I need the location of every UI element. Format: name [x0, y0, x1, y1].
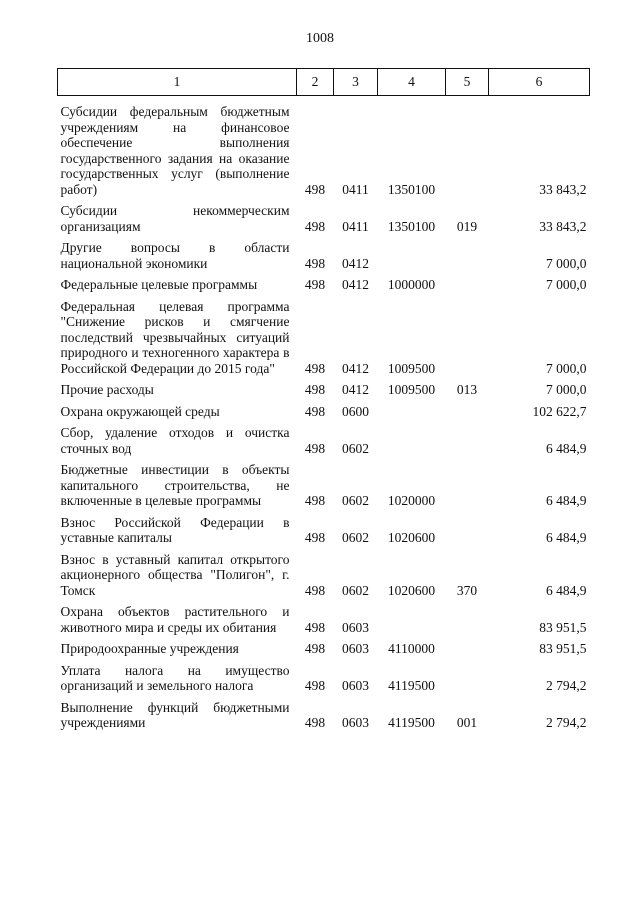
- target-article-code: 4110000: [388, 641, 435, 656]
- table-row: [58, 515, 590, 552]
- row-name: Природоохранные учреждения: [60, 641, 239, 656]
- amount: 102 622,7: [532, 403, 587, 419]
- table-row: [58, 96, 590, 204]
- row-name: Охрана объектов растительного и животного мира и среды их обитания: [60, 604, 290, 635]
- section-code: 0412: [342, 382, 369, 397]
- expense-type-code: 370: [456, 582, 478, 598]
- ministry-code: 498: [304, 403, 326, 419]
- expense-type-code: [446, 299, 489, 383]
- table-row: [58, 552, 590, 605]
- target-article-code: 1020600: [387, 530, 436, 545]
- section-code: 0412: [342, 255, 369, 271]
- page-number: 1008: [306, 31, 334, 46]
- section-code: 0412: [342, 277, 369, 292]
- ministry-code: 498: [304, 181, 326, 197]
- target-article-code: 1020000: [387, 493, 436, 508]
- table-row: [58, 382, 590, 404]
- table-row: [58, 404, 590, 426]
- expense-type-code: [446, 641, 489, 663]
- expense-type-code: 013: [456, 382, 478, 397]
- row-name: Бюджетные инвестиции в объекты капитального строительства, не включенные в целевые программы: [60, 462, 290, 508]
- expense-type-code: [446, 240, 489, 277]
- expense-type-code: [446, 425, 489, 462]
- section-code: 0602: [342, 530, 369, 545]
- target-article-code: 4119500: [388, 678, 435, 693]
- amount: 83 951,5: [539, 619, 587, 635]
- section-code: 0602: [342, 582, 369, 598]
- table-header: [58, 69, 590, 96]
- row-name: Уплата налога на имущество организаций и земельного налога: [60, 662, 290, 693]
- table-row: [58, 425, 590, 462]
- amount: 6 484,9: [546, 493, 587, 508]
- column-header: 5: [446, 69, 489, 96]
- section-code: 0411: [342, 181, 369, 197]
- target-article-code: 1000000: [387, 277, 436, 292]
- ministry-code: 498: [304, 715, 326, 730]
- ministry-code: 498: [304, 641, 326, 656]
- target-article-code: [378, 604, 446, 641]
- amount: 6 484,9: [546, 582, 587, 598]
- target-article-code: [378, 404, 446, 426]
- target-article-code: 4119500: [388, 715, 435, 730]
- section-code: 0411: [342, 218, 369, 234]
- target-article-code: 1009500: [387, 360, 436, 376]
- expense-type-code: 001: [456, 715, 478, 730]
- section-code: 0600: [342, 403, 369, 419]
- ministry-code: 498: [304, 277, 326, 292]
- table-row: [58, 462, 590, 515]
- row-name: Сбор, удаление отходов и очистка сточных вод: [60, 425, 290, 456]
- table-row: [58, 663, 590, 700]
- amount: 7 000,0: [546, 255, 587, 271]
- header-row: [58, 69, 590, 96]
- section-code: 0603: [342, 715, 369, 730]
- amount: 7 000,0: [546, 277, 587, 292]
- table-row: [58, 641, 590, 663]
- section-code: 0603: [342, 619, 369, 635]
- column-header: 4: [378, 69, 446, 96]
- table-row: [58, 203, 590, 240]
- section-code: 0602: [342, 440, 369, 456]
- expense-type-code: [446, 604, 489, 641]
- expense-type-code: [446, 404, 489, 426]
- table-row: [58, 604, 590, 641]
- row-name: Федеральная целевая программа "Снижение рисков и смягчение последствий чрезвычайных ситуаций природного и техногенного характера в Российской Федерации до 2015 года": [60, 298, 290, 376]
- expense-type-code: 019: [456, 218, 478, 234]
- expense-type-code: [446, 96, 489, 204]
- target-article-code: 1009500: [387, 382, 436, 397]
- row-name: Федеральные целевые программы: [60, 277, 258, 292]
- ministry-code: 498: [304, 218, 326, 234]
- amount: 6 484,9: [546, 440, 587, 456]
- section-code: 0603: [342, 678, 369, 693]
- row-name: Субсидии некоммерческим организациям: [60, 203, 290, 234]
- amount: 33 843,2: [539, 181, 587, 197]
- table-body: [58, 96, 590, 737]
- target-article-code: 1020600: [387, 582, 436, 598]
- section-code: 0412: [342, 360, 369, 376]
- column-header: 2: [297, 69, 334, 96]
- expense-type-code: [446, 515, 489, 552]
- expense-type-code: [446, 462, 489, 515]
- amount: 7 000,0: [546, 382, 587, 397]
- table-row: [58, 277, 590, 299]
- column-header: 3: [334, 69, 378, 96]
- amount: 33 843,2: [539, 218, 587, 234]
- column-header: 6: [489, 69, 590, 96]
- table-row: [58, 700, 590, 737]
- ministry-code: 498: [304, 440, 326, 456]
- ministry-code: 498: [304, 255, 326, 271]
- ministry-code: 498: [304, 582, 326, 598]
- table-row: [58, 240, 590, 277]
- row-name: Взнос Российской Федерации в уставные капиталы: [60, 514, 290, 545]
- target-article-code: [378, 425, 446, 462]
- ministry-code: 498: [304, 678, 326, 693]
- amount: 6 484,9: [546, 530, 587, 545]
- row-name: Прочие расходы: [60, 382, 154, 397]
- amount: 2 794,2: [546, 715, 587, 730]
- row-name: Другие вопросы в области национальной экономики: [60, 240, 290, 271]
- target-article-code: [378, 240, 446, 277]
- table-row: [58, 299, 590, 383]
- row-name: Выполнение функций бюджетными учреждениями: [60, 699, 290, 730]
- section-code: 0603: [342, 641, 369, 656]
- amount: 2 794,2: [546, 678, 587, 693]
- section-code: 0602: [342, 493, 369, 508]
- row-name: Субсидии федеральным бюджетным учреждениям на финансовое обеспечение выполнения государственного задания на оказание государственных услуг (выполнение работ): [60, 104, 290, 197]
- expense-type-code: [446, 663, 489, 700]
- ministry-code: 498: [304, 382, 326, 397]
- target-article-code: 1350100: [387, 218, 436, 234]
- ministry-code: 498: [304, 493, 326, 508]
- budget-table: [57, 68, 590, 737]
- row-name: Охрана окружающей среды: [60, 403, 220, 419]
- amount: 7 000,0: [546, 360, 587, 376]
- target-article-code: 1350100: [387, 181, 436, 197]
- row-name: Взнос в уставный капитал открытого акционерного общества "Полигон", г. Томск: [60, 551, 290, 598]
- ministry-code: 498: [304, 530, 326, 545]
- ministry-code: 498: [304, 619, 326, 635]
- ministry-code: 498: [304, 360, 326, 376]
- column-header: 1: [58, 69, 297, 96]
- expense-type-code: [446, 277, 489, 299]
- amount: 83 951,5: [539, 641, 587, 656]
